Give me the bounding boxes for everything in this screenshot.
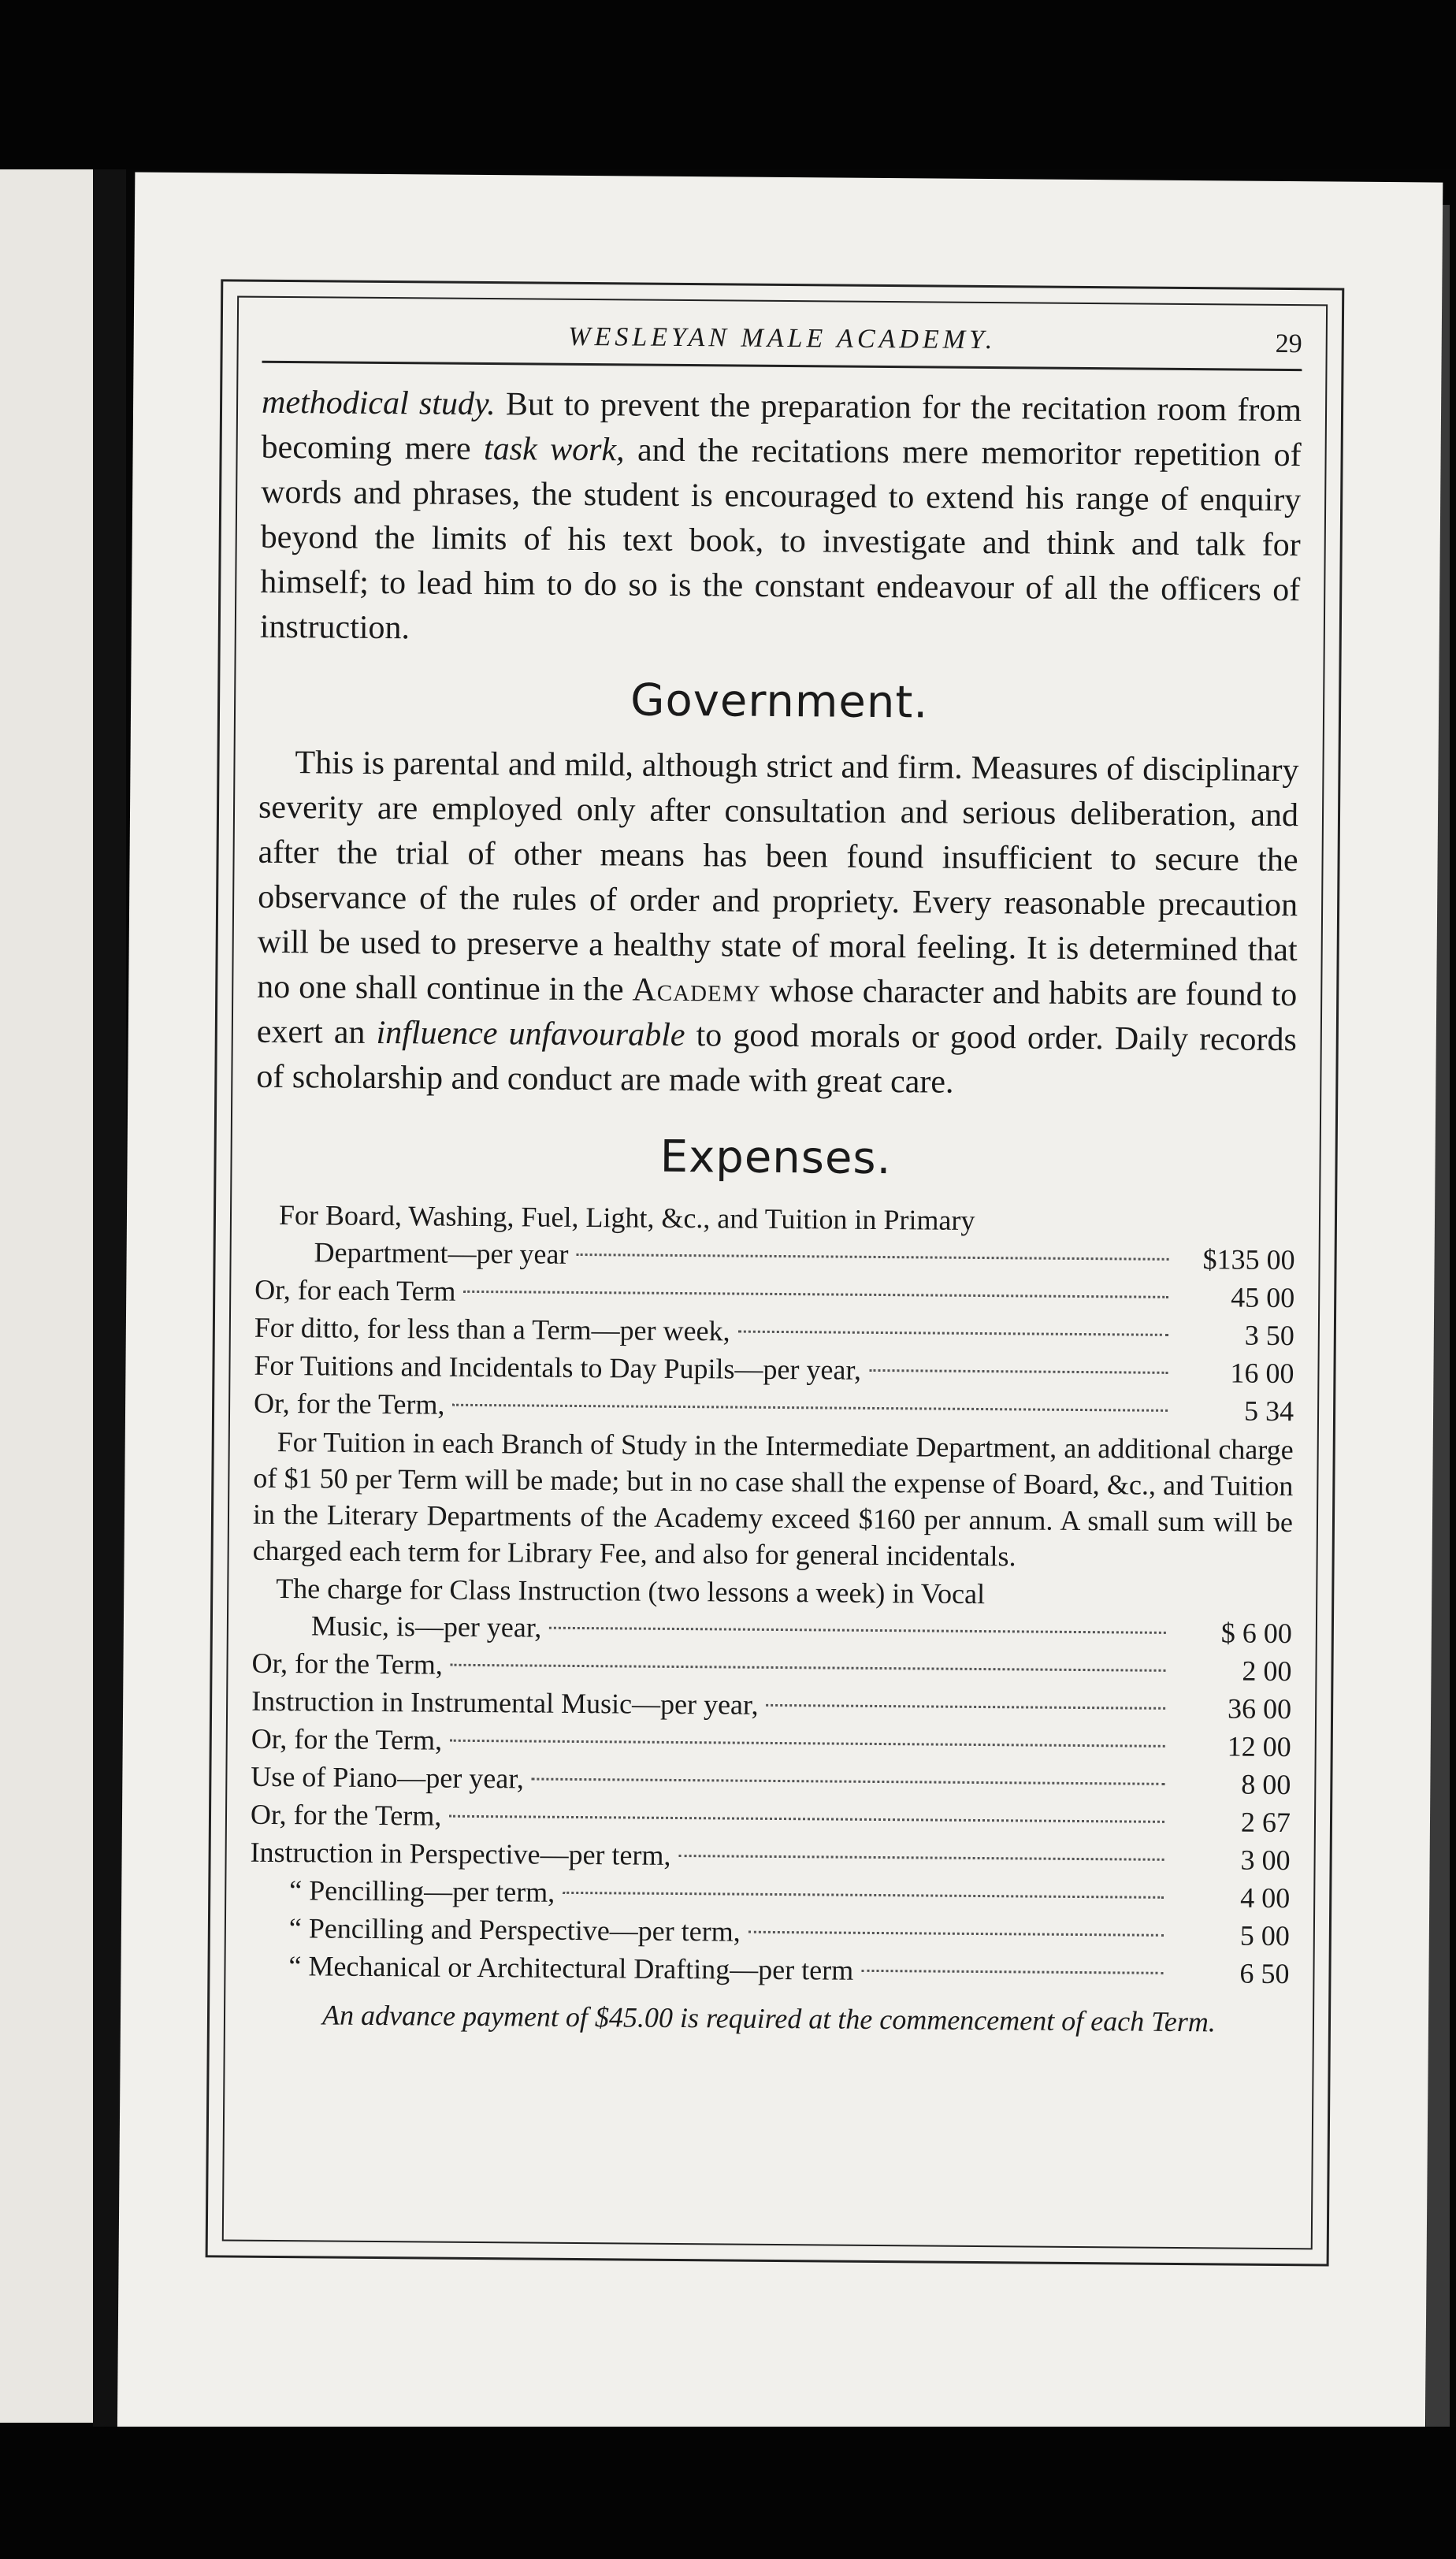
dot-leader — [678, 1855, 1164, 1861]
fee-label: Or, for the Term, — [250, 1798, 442, 1832]
fee-amount: 45 00 — [1231, 1281, 1295, 1314]
fee-amount: 2 67 — [1240, 1806, 1291, 1839]
fee-amount: 3 00 — [1240, 1844, 1291, 1877]
dot-leader — [748, 1931, 1164, 1937]
fee-amount: 16 00 — [1230, 1357, 1294, 1390]
fee-label: Use of Piano—per year, — [251, 1760, 525, 1795]
fee-line — [249, 1947, 1289, 1993]
dot-leader — [576, 1254, 1168, 1261]
fee-amount: 12 00 — [1227, 1730, 1291, 1763]
fee-label: Or, for the Term, — [251, 1722, 443, 1756]
board-heading: For Board, Washing, Fuel, Light, &c., and Tuition in Primary — [278, 1199, 975, 1236]
dot-leader — [563, 1892, 1164, 1899]
fee-amount: $ 6 00 — [1220, 1617, 1293, 1650]
government-paragraph — [256, 741, 1299, 1108]
fee-label: Music, is—per year, — [310, 1610, 542, 1643]
fee-line — [254, 1384, 1294, 1430]
dot-leader — [549, 1627, 1166, 1634]
fee-amount: 5 00 — [1239, 1919, 1291, 1952]
intro-italic-lead: methodical study. — [261, 384, 496, 423]
fee-label: For ditto, for less than a Term—per week, — [254, 1311, 730, 1347]
fee-label: Instruction in Instrumental Music—per year, — [251, 1684, 759, 1721]
dot-leader — [464, 1291, 1169, 1298]
expenses-list — [249, 1197, 1295, 2041]
fee-amount: $135 00 — [1202, 1243, 1295, 1276]
fee-label: Or, for each Term — [254, 1273, 456, 1307]
government-text-3: to good morals or good order. Daily records of scholarship and conduct are made with great care. — [256, 1017, 1297, 1101]
government-text-1: This is parental and mild, although strict and firm. Measures of disciplinary severity are employed only after consultation and serious deliberation, and after the trial of other means has been found insufficient to secure the observance of the rules of order and propriety. Every reasonable precaution will be used to preserve a healthy state of moral feeling. It is determined that no one shall continue in the — [257, 745, 1299, 1008]
scan-border-top — [0, 0, 1456, 169]
running-title: WESLEYAN MALE ACADEMY. — [568, 321, 997, 355]
dot-leader — [449, 1815, 1164, 1823]
fee-amount: 6 50 — [1239, 1957, 1290, 1990]
expenses-heading: Expenses. — [659, 1131, 892, 1185]
fee-label: Or, for the Term, — [253, 1387, 445, 1421]
intro-text-2: and the recitations mere memoritor repetition of words and phrases, the student is encouraged to extend his range of enquiry beyond the limits of his text book, to investigate and think and talk for himself; to lead him to do so is the constant endeavour of all the officers of instruction. — [259, 432, 1302, 647]
dot-leader — [450, 1740, 1165, 1747]
page-number: 29 — [1275, 329, 1302, 359]
fee-amount: 4 00 — [1240, 1881, 1291, 1915]
fee-lines-b — [249, 1606, 1292, 1993]
tuition-paragraph: For Tuition in each Branch of Study in the Intermediate Department, an additional charge of $1 50 per Term will be made; but in no case shall the expense of Board, &c., and Tuition in the Literary Departments of the Academy exceed $160 per annum. A small sum will be charged each term for Library Fee, and also for general incidentals. — [252, 1425, 1294, 1573]
dot-leader — [532, 1778, 1165, 1785]
fee-amount: 5 34 — [1243, 1395, 1294, 1428]
fee-label: “ Pencilling and Perspective—per term, — [288, 1912, 741, 1948]
fee-amount: 2 00 — [1242, 1655, 1292, 1688]
fee-amount: 3 50 — [1244, 1319, 1294, 1352]
fee-label: “ Pencilling—per term, — [289, 1874, 555, 1908]
intro-text-1: But to prevent the preparation for the recitation room from becoming mere — [261, 386, 1302, 468]
page-content — [249, 314, 1302, 2041]
advance-payment-note: An advance payment of $45.00 is required at the commencement of each Term. — [321, 1999, 1216, 2038]
fee-label: Instruction in Perspective—per term, — [250, 1836, 671, 1871]
fee-lines-a — [254, 1233, 1295, 1430]
government-text-2: whose character and habits are found to exert an — [256, 972, 1298, 1051]
music-heading: The charge for Class Instruction (two lessons a week) in Vocal — [276, 1572, 986, 1610]
dot-leader — [767, 1704, 1166, 1710]
government-heading: Government. — [630, 674, 929, 729]
fee-amount: 8 00 — [1241, 1768, 1291, 1801]
intro-italic-task: task work, — [483, 431, 625, 469]
government-influence: influence unfavourable — [376, 1014, 685, 1054]
book-page — [117, 173, 1443, 2464]
fee-amount: 36 00 — [1227, 1692, 1292, 1725]
dot-leader — [869, 1369, 1168, 1374]
fee-label: Or, for the Term, — [251, 1647, 443, 1681]
dot-leader — [452, 1404, 1168, 1412]
page-frame — [206, 279, 1345, 2266]
fee-label: Department—per year — [314, 1236, 569, 1270]
dot-leader — [451, 1664, 1166, 1672]
running-head — [262, 314, 1302, 371]
fee-label: “ Mechanical or Architectural Drafting—per term — [288, 1950, 854, 1986]
government-academy: Academy — [632, 971, 761, 1009]
dot-leader — [738, 1331, 1168, 1336]
scan-border-bottom — [0, 2427, 1456, 2559]
fee-label: For Tuitions and Incidentals to Day Pupils—per year, — [254, 1349, 862, 1386]
dot-leader — [861, 1970, 1163, 1974]
intro-paragraph — [260, 381, 1302, 658]
facing-page-edge — [0, 169, 93, 2423]
